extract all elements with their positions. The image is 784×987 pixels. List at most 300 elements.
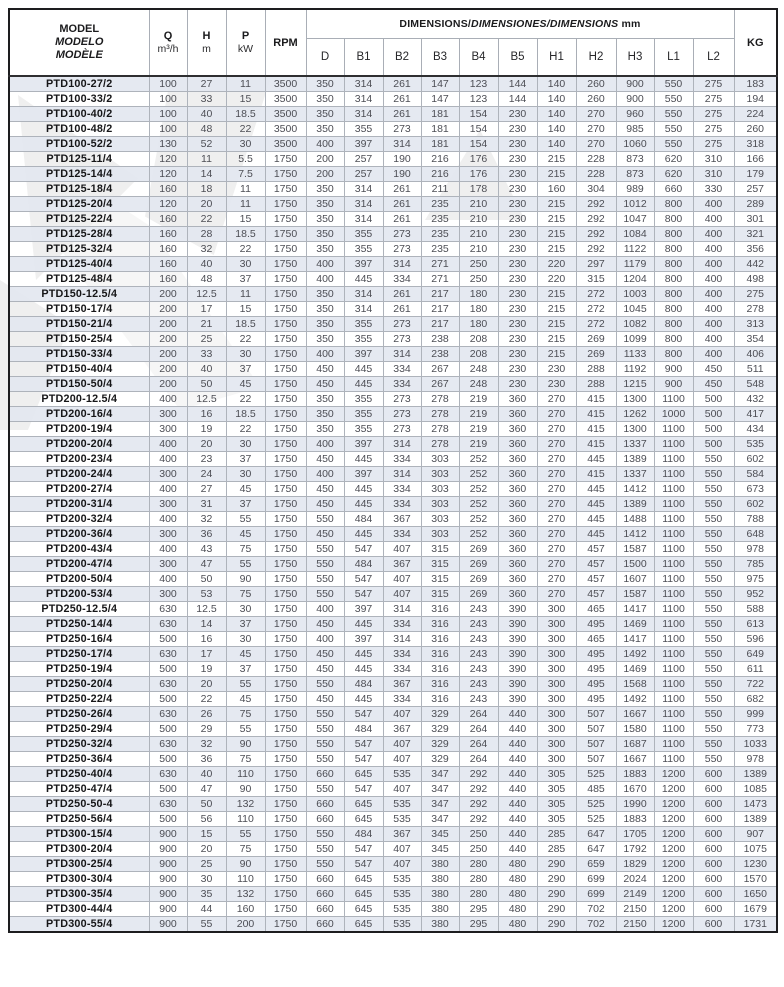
value-cell: 355 <box>344 407 383 422</box>
value-cell: 400 <box>693 242 734 257</box>
model-cell: PTD300-15/4 <box>9 827 149 842</box>
table-row <box>9 482 777 497</box>
value-cell: 2150 <box>616 917 654 933</box>
value-cell: 400 <box>306 437 344 452</box>
value-cell: 480 <box>498 872 537 887</box>
value-cell: 210 <box>459 212 498 227</box>
value-cell: 350 <box>306 212 344 227</box>
value-cell: 270 <box>537 497 576 512</box>
model-cell: PTD125-28/4 <box>9 227 149 242</box>
model-cell: PTD250-14/4 <box>9 617 149 632</box>
value-cell: 271 <box>421 272 459 287</box>
value-cell: 1705 <box>616 827 654 842</box>
value-cell: 300 <box>149 407 187 422</box>
value-cell: 303 <box>421 452 459 467</box>
value-cell: 484 <box>344 557 383 572</box>
value-cell: 550 <box>306 572 344 587</box>
value-cell: 52 <box>187 137 226 152</box>
table-row <box>9 392 777 407</box>
value-cell: 26 <box>187 707 226 722</box>
value-cell: 457 <box>576 542 616 557</box>
value-cell: 273 <box>383 422 421 437</box>
value-cell: 215 <box>537 317 576 332</box>
value-cell: 310 <box>693 167 734 182</box>
value-cell: 550 <box>654 92 693 107</box>
value-cell: 360 <box>498 527 537 542</box>
table-row <box>9 887 777 902</box>
value-cell: 360 <box>498 587 537 602</box>
value-cell: 1750 <box>265 152 306 167</box>
value-cell: 457 <box>576 572 616 587</box>
value-cell: 900 <box>149 887 187 902</box>
model-cell: PTD100-40/2 <box>9 107 149 122</box>
value-cell: 400 <box>149 512 187 527</box>
table-row <box>9 347 777 362</box>
value-cell: 550 <box>693 587 734 602</box>
pump-spec-table <box>8 8 778 933</box>
value-cell: 270 <box>537 557 576 572</box>
value-cell: 315 <box>421 542 459 557</box>
table-row <box>9 422 777 437</box>
value-cell: 450 <box>306 377 344 392</box>
value-cell: 1262 <box>616 407 654 422</box>
value-cell: 1500 <box>616 557 654 572</box>
value-cell: 445 <box>344 272 383 287</box>
value-cell: 261 <box>383 92 421 107</box>
value-cell: 228 <box>576 152 616 167</box>
value-cell: 535 <box>383 767 421 782</box>
value-cell: 40 <box>187 257 226 272</box>
value-cell: 1750 <box>265 467 306 482</box>
header-dim-b4: B4 <box>459 38 498 76</box>
value-cell: 55 <box>226 557 265 572</box>
value-cell: 445 <box>344 647 383 662</box>
value-cell: 190 <box>383 152 421 167</box>
value-cell: 300 <box>537 737 576 752</box>
value-cell: 440 <box>498 707 537 722</box>
value-cell: 630 <box>149 647 187 662</box>
value-cell: 1100 <box>654 557 693 572</box>
value-cell: 900 <box>149 902 187 917</box>
value-cell: 630 <box>149 737 187 752</box>
value-cell: 602 <box>734 452 777 467</box>
value-cell: 181 <box>421 122 459 137</box>
value-cell: 507 <box>576 722 616 737</box>
value-cell: 1492 <box>616 692 654 707</box>
value-cell: 30 <box>226 347 265 362</box>
value-cell: 1033 <box>734 737 777 752</box>
value-cell: 1750 <box>265 302 306 317</box>
value-cell: 547 <box>344 842 383 857</box>
value-cell: 43 <box>187 542 226 557</box>
value-cell: 1417 <box>616 632 654 647</box>
value-cell: 30 <box>226 602 265 617</box>
value-cell: 355 <box>344 242 383 257</box>
value-cell: 1750 <box>265 377 306 392</box>
value-cell: 273 <box>383 332 421 347</box>
value-cell: 15 <box>226 212 265 227</box>
value-cell: 1417 <box>616 602 654 617</box>
value-cell: 130 <box>149 137 187 152</box>
value-cell: 550 <box>306 557 344 572</box>
value-cell: 270 <box>537 452 576 467</box>
value-cell: 773 <box>734 722 777 737</box>
header-rpm: RPM <box>265 9 306 76</box>
value-cell: 800 <box>654 272 693 287</box>
value-cell: 300 <box>537 602 576 617</box>
value-cell: 235 <box>421 212 459 227</box>
table-row <box>9 377 777 392</box>
value-cell: 40 <box>187 767 226 782</box>
value-cell: 27 <box>187 482 226 497</box>
value-cell: 1792 <box>616 842 654 857</box>
value-cell: 350 <box>306 392 344 407</box>
value-cell: 450 <box>306 692 344 707</box>
value-cell: 400 <box>306 467 344 482</box>
value-cell: 900 <box>149 842 187 857</box>
value-cell: 261 <box>383 287 421 302</box>
value-cell: 588 <box>734 602 777 617</box>
value-cell: 397 <box>344 437 383 452</box>
value-cell: 300 <box>537 677 576 692</box>
value-cell: 23 <box>187 452 226 467</box>
value-cell: 699 <box>576 872 616 887</box>
value-cell: 350 <box>306 122 344 137</box>
value-cell: 600 <box>693 842 734 857</box>
table-row <box>9 917 777 933</box>
value-cell: 547 <box>344 572 383 587</box>
value-cell: 1200 <box>654 917 693 933</box>
value-cell: 181 <box>421 107 459 122</box>
value-cell: 1750 <box>265 902 306 917</box>
table-row <box>9 677 777 692</box>
value-cell: 215 <box>537 197 576 212</box>
value-cell: 407 <box>383 572 421 587</box>
value-cell: 314 <box>383 137 421 152</box>
value-cell: 1200 <box>654 782 693 797</box>
value-cell: 15 <box>226 92 265 107</box>
value-cell: 1750 <box>265 182 306 197</box>
model-cell: PTD250-22/4 <box>9 692 149 707</box>
value-cell: 500 <box>149 692 187 707</box>
value-cell: 230 <box>498 332 537 347</box>
value-cell: 900 <box>149 872 187 887</box>
value-cell: 400 <box>306 272 344 287</box>
value-cell: 3500 <box>265 92 306 107</box>
value-cell: 660 <box>654 182 693 197</box>
value-cell: 37 <box>226 272 265 287</box>
value-cell: 445 <box>344 617 383 632</box>
value-cell: 228 <box>576 167 616 182</box>
value-cell: 1750 <box>265 617 306 632</box>
value-cell: 550 <box>693 662 734 677</box>
model-cell: PTD250-16/4 <box>9 632 149 647</box>
value-cell: 230 <box>498 302 537 317</box>
value-cell: 535 <box>383 887 421 902</box>
value-cell: 1200 <box>654 812 693 827</box>
value-cell: 1389 <box>734 767 777 782</box>
value-cell: 440 <box>498 782 537 797</box>
value-cell: 1300 <box>616 392 654 407</box>
value-cell: 303 <box>421 527 459 542</box>
value-cell: 450 <box>306 647 344 662</box>
header-dim-b1: B1 <box>344 38 383 76</box>
table-row <box>9 902 777 917</box>
table-row <box>9 662 777 677</box>
table-row <box>9 197 777 212</box>
value-cell: 1750 <box>265 662 306 677</box>
value-cell: 360 <box>498 392 537 407</box>
value-cell: 252 <box>459 527 498 542</box>
value-cell: 360 <box>498 557 537 572</box>
header-model <box>9 9 149 76</box>
value-cell: 350 <box>306 182 344 197</box>
value-cell: 630 <box>149 617 187 632</box>
value-cell: 75 <box>226 752 265 767</box>
value-cell: 400 <box>306 347 344 362</box>
value-cell: 900 <box>616 76 654 92</box>
value-cell: 300 <box>537 647 576 662</box>
value-cell: 260 <box>576 76 616 92</box>
value-cell: 270 <box>537 422 576 437</box>
value-cell: 360 <box>498 542 537 557</box>
value-cell: 547 <box>344 587 383 602</box>
value-cell: 465 <box>576 602 616 617</box>
value-cell: 400 <box>693 197 734 212</box>
value-cell: 290 <box>537 857 576 872</box>
table-row <box>9 332 777 347</box>
value-cell: 1389 <box>734 812 777 827</box>
value-cell: 37 <box>226 452 265 467</box>
value-cell: 547 <box>344 737 383 752</box>
value-cell: 400 <box>693 227 734 242</box>
value-cell: 440 <box>498 827 537 842</box>
value-cell: 90 <box>226 572 265 587</box>
value-cell: 596 <box>734 632 777 647</box>
value-cell: 500 <box>149 722 187 737</box>
value-cell: 480 <box>498 857 537 872</box>
value-cell: 200 <box>149 332 187 347</box>
value-cell: 800 <box>654 257 693 272</box>
value-cell: 300 <box>149 467 187 482</box>
value-cell: 1750 <box>265 692 306 707</box>
model-cell: PTD125-48/4 <box>9 272 149 287</box>
value-cell: 314 <box>344 107 383 122</box>
value-cell: 1750 <box>265 857 306 872</box>
value-cell: 525 <box>576 797 616 812</box>
value-cell: 252 <box>459 452 498 467</box>
model-cell: PTD125-40/4 <box>9 257 149 272</box>
value-cell: 272 <box>576 302 616 317</box>
value-cell: 18.5 <box>226 227 265 242</box>
model-cell: PTD250-17/4 <box>9 647 149 662</box>
table-row <box>9 152 777 167</box>
value-cell: 230 <box>498 197 537 212</box>
table-row <box>9 257 777 272</box>
value-cell: 347 <box>421 797 459 812</box>
value-cell: 550 <box>693 602 734 617</box>
value-cell: 267 <box>421 377 459 392</box>
model-cell: PTD125-22/4 <box>9 212 149 227</box>
header-model-es: MODELO <box>55 36 104 48</box>
value-cell: 31 <box>187 497 226 512</box>
value-cell: 1337 <box>616 467 654 482</box>
value-cell: 55 <box>226 677 265 692</box>
value-cell: 484 <box>344 512 383 527</box>
value-cell: 316 <box>421 677 459 692</box>
value-cell: 292 <box>459 812 498 827</box>
value-cell: 215 <box>537 242 576 257</box>
value-cell: 243 <box>459 632 498 647</box>
value-cell: 2024 <box>616 872 654 887</box>
value-cell: 415 <box>576 437 616 452</box>
model-cell: PTD150-21/4 <box>9 317 149 332</box>
table-row <box>9 782 777 797</box>
value-cell: 535 <box>383 902 421 917</box>
table-row <box>9 182 777 197</box>
value-cell: 900 <box>149 827 187 842</box>
value-cell: 702 <box>576 902 616 917</box>
value-cell: 315 <box>421 572 459 587</box>
value-cell: 800 <box>654 227 693 242</box>
value-cell: 316 <box>421 617 459 632</box>
value-cell: 248 <box>459 377 498 392</box>
value-cell: 445 <box>344 452 383 467</box>
value-cell: 194 <box>734 92 777 107</box>
value-cell: 1883 <box>616 812 654 827</box>
value-cell: 397 <box>344 257 383 272</box>
table-header <box>9 9 777 76</box>
value-cell: 350 <box>306 197 344 212</box>
value-cell: 355 <box>344 392 383 407</box>
value-cell: 270 <box>537 572 576 587</box>
value-cell: 215 <box>537 347 576 362</box>
value-cell: 15 <box>226 302 265 317</box>
value-cell: 160 <box>149 257 187 272</box>
value-cell: 630 <box>149 707 187 722</box>
value-cell: 800 <box>654 332 693 347</box>
value-cell: 355 <box>344 122 383 137</box>
table-row <box>9 872 777 887</box>
value-cell: 1082 <box>616 317 654 332</box>
value-cell: 230 <box>498 122 537 137</box>
value-cell: 314 <box>344 302 383 317</box>
model-cell: PTD300-55/4 <box>9 917 149 933</box>
value-cell: 400 <box>306 257 344 272</box>
value-cell: 303 <box>421 512 459 527</box>
table-row <box>9 167 777 182</box>
value-cell: 450 <box>306 527 344 542</box>
model-cell: PTD250-12.5/4 <box>9 602 149 617</box>
value-cell: 215 <box>537 152 576 167</box>
value-cell: 300 <box>149 557 187 572</box>
model-cell: PTD200-27/4 <box>9 482 149 497</box>
value-cell: 180 <box>459 287 498 302</box>
value-cell: 200 <box>149 317 187 332</box>
value-cell: 1750 <box>265 452 306 467</box>
value-cell: 952 <box>734 587 777 602</box>
model-cell: PTD200-20/4 <box>9 437 149 452</box>
table-row <box>9 572 777 587</box>
value-cell: 250 <box>459 827 498 842</box>
value-cell: 110 <box>226 872 265 887</box>
value-cell: 550 <box>306 722 344 737</box>
value-cell: 660 <box>306 887 344 902</box>
value-cell: 500 <box>149 812 187 827</box>
header-dim-l1: L1 <box>654 38 693 76</box>
value-cell: 450 <box>306 662 344 677</box>
value-cell: 645 <box>344 767 383 782</box>
value-cell: 1750 <box>265 257 306 272</box>
model-cell: PTD250-40/4 <box>9 767 149 782</box>
value-cell: 12.5 <box>187 602 226 617</box>
value-cell: 547 <box>344 707 383 722</box>
value-cell: 1687 <box>616 737 654 752</box>
value-cell: 215 <box>537 332 576 347</box>
model-cell: PTD250-56/4 <box>9 812 149 827</box>
value-cell: 56 <box>187 812 226 827</box>
value-cell: 270 <box>537 542 576 557</box>
value-cell: 1750 <box>265 482 306 497</box>
value-cell: 1750 <box>265 872 306 887</box>
value-cell: 1750 <box>265 497 306 512</box>
table-row <box>9 617 777 632</box>
value-cell: 1750 <box>265 272 306 287</box>
value-cell: 550 <box>693 632 734 647</box>
value-cell: 120 <box>149 197 187 212</box>
value-cell: 17 <box>187 647 226 662</box>
table-body <box>9 76 777 932</box>
value-cell: 243 <box>459 677 498 692</box>
value-cell: 264 <box>459 737 498 752</box>
value-cell: 1100 <box>654 662 693 677</box>
value-cell: 1750 <box>265 542 306 557</box>
value-cell: 261 <box>383 197 421 212</box>
value-cell: 219 <box>459 422 498 437</box>
value-cell: 280 <box>459 872 498 887</box>
value-cell: 1750 <box>265 767 306 782</box>
value-cell: 314 <box>344 76 383 92</box>
value-cell: 500 <box>149 752 187 767</box>
value-cell: 445 <box>344 662 383 677</box>
value-cell: 200 <box>149 362 187 377</box>
value-cell: 507 <box>576 752 616 767</box>
header-dim-l2: L2 <box>693 38 734 76</box>
value-cell: 5.5 <box>226 152 265 167</box>
value-cell: 442 <box>734 257 777 272</box>
value-cell: 397 <box>344 602 383 617</box>
value-cell: 280 <box>459 857 498 872</box>
value-cell: 785 <box>734 557 777 572</box>
value-cell: 219 <box>459 392 498 407</box>
table-row <box>9 857 777 872</box>
value-cell: 550 <box>693 722 734 737</box>
value-cell: 32 <box>187 737 226 752</box>
value-cell: 220 <box>537 272 576 287</box>
value-cell: 975 <box>734 572 777 587</box>
value-cell: 140 <box>537 122 576 137</box>
value-cell: 20 <box>187 842 226 857</box>
value-cell: 47 <box>187 782 226 797</box>
value-cell: 907 <box>734 827 777 842</box>
value-cell: 1750 <box>265 812 306 827</box>
header-dim-b3: B3 <box>421 38 459 76</box>
value-cell: 275 <box>693 122 734 137</box>
value-cell: 1100 <box>654 452 693 467</box>
value-cell: 355 <box>344 422 383 437</box>
value-cell: 415 <box>576 422 616 437</box>
value-cell: 450 <box>693 377 734 392</box>
